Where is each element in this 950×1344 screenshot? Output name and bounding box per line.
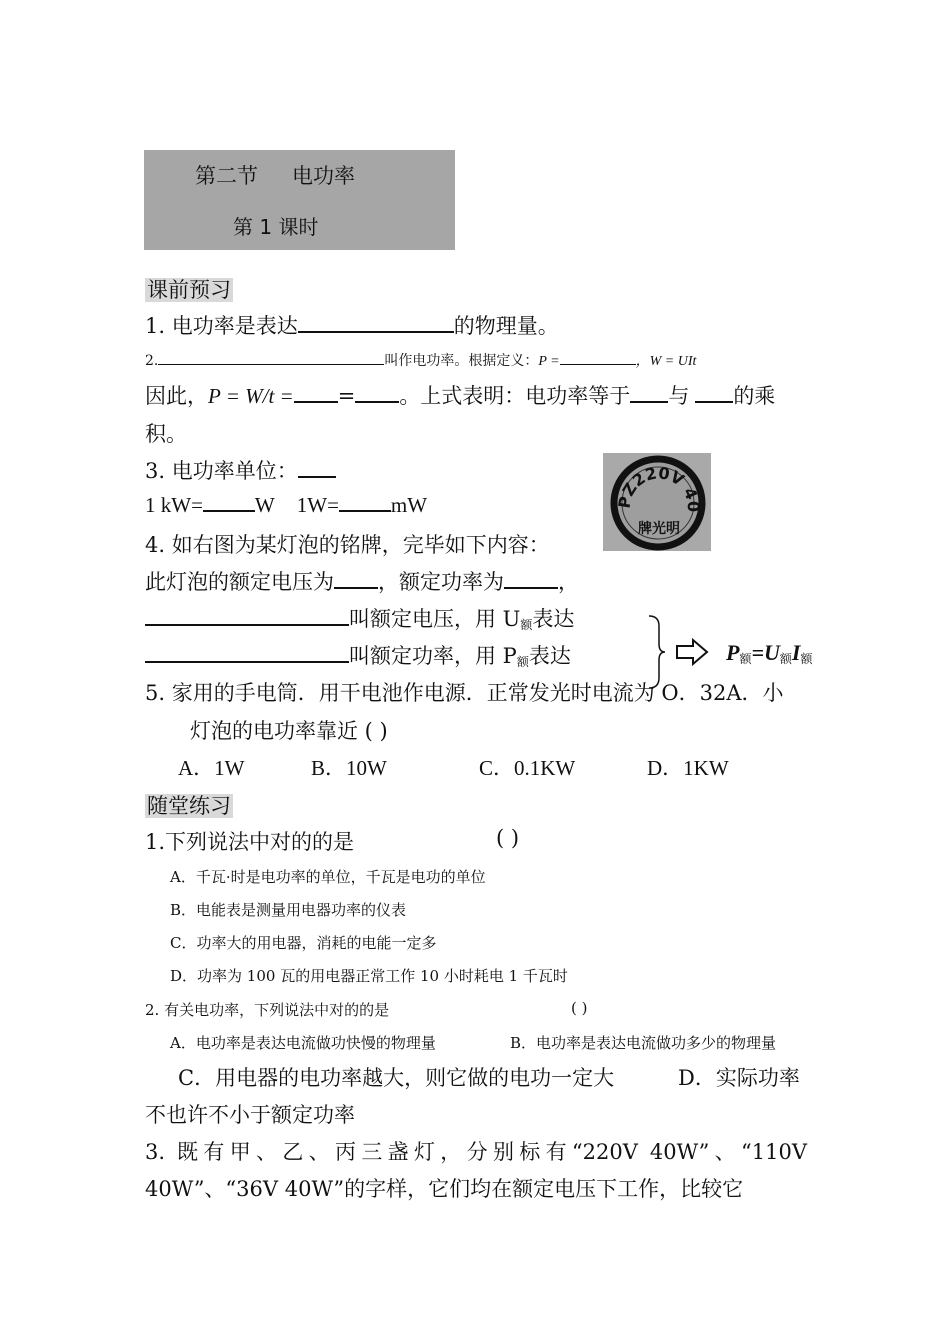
q2-blank-4[interactable] bbox=[695, 383, 733, 403]
section-title bbox=[195, 160, 355, 190]
nameplate-brand: 牌光明 bbox=[638, 521, 680, 537]
q2-formula: P = W/t = bbox=[208, 384, 294, 408]
q5-option-b[interactable]: B．10W bbox=[311, 756, 387, 780]
q2-number: 2. bbox=[145, 353, 159, 369]
formula-i: I bbox=[791, 640, 801, 665]
q5-line2: 灯泡的电功率靠近 ( ) bbox=[190, 719, 388, 743]
nameplate-graphic bbox=[603, 453, 711, 551]
q3-mw: mW bbox=[390, 493, 428, 517]
q5-option-a[interactable]: A．1W bbox=[178, 756, 245, 780]
section-topic: 电功率 bbox=[292, 164, 355, 188]
q4-rated-power-text: 叫额定功率，用 P bbox=[349, 644, 517, 668]
q3-line2 bbox=[145, 492, 427, 518]
q4-blank-power[interactable] bbox=[504, 569, 558, 589]
q4-voltage-text: 此灯泡的额定电压为 bbox=[145, 570, 334, 594]
q3-1w: 1W= bbox=[296, 493, 339, 517]
q2-line3: 积。 bbox=[145, 422, 187, 446]
formula-i-sub: 额 bbox=[800, 652, 813, 666]
q5-line1: 5. 家用的手电筒．用干电池作电源．正常发光时电流为 O．32A．小 bbox=[145, 681, 784, 705]
q4-blank-rated-power[interactable] bbox=[145, 643, 349, 663]
formula-u: =U bbox=[751, 640, 780, 665]
q4-line2 bbox=[145, 566, 579, 596]
q4-rated-voltage-text: 叫额定电压，用 U bbox=[349, 607, 521, 631]
preview-heading bbox=[145, 274, 233, 304]
practice-heading bbox=[145, 790, 233, 820]
q4-p-sub: 额 bbox=[516, 655, 529, 669]
practice-heading-text: 随堂练习 bbox=[147, 794, 231, 818]
q3-kw: 1 kW= bbox=[145, 493, 203, 517]
formula-p: P bbox=[726, 640, 740, 665]
q4-blank-voltage[interactable] bbox=[334, 569, 378, 589]
p3-line2: 40W”、“36V 40W”的字样，它们均在额定电压下工作，比较它 bbox=[145, 1177, 744, 1201]
power-formula bbox=[726, 640, 813, 667]
q4-express-2: 表达 bbox=[528, 644, 571, 668]
p1-question: 1.下列说法中对的的是 bbox=[145, 830, 355, 854]
q2-w: ，W = UIt bbox=[635, 354, 697, 369]
q2-blank-2[interactable] bbox=[355, 383, 399, 403]
q2-product: 的乘 bbox=[733, 384, 776, 408]
q1-text-end: 的物理量。 bbox=[453, 314, 559, 338]
q3-w: W bbox=[254, 493, 275, 517]
p2-option-a[interactable]: A．电功率是表达电流做功快慢的物理量 bbox=[170, 1034, 436, 1052]
q2-blank-p[interactable] bbox=[560, 351, 636, 365]
q3-blank-mw[interactable] bbox=[339, 492, 391, 512]
p2-option-d[interactable]: D．实际功率 bbox=[678, 1066, 800, 1090]
p1-option-d[interactable]: D．功率为 100 瓦的用电器正常工作 10 小时耗电 1 千瓦时 bbox=[170, 967, 568, 985]
p2-option-c[interactable]: C．用电器的电功率越大，则它做的电功一定大 bbox=[178, 1066, 615, 1090]
q4-line1: 4. 如右图为某灯泡的铭牌，完毕如下内容： bbox=[145, 533, 550, 557]
q2-text: 叫作电功率。根据定义： bbox=[384, 353, 539, 369]
p1-option-c[interactable]: C．功率大的用电器，消耗的电能一定多 bbox=[170, 934, 437, 952]
q3-line1 bbox=[145, 455, 336, 485]
q5-option-c[interactable]: C．0.1KW bbox=[479, 756, 576, 780]
p2-option-b[interactable]: B．电功率是表达电流做功多少的物理量 bbox=[510, 1034, 777, 1052]
q4-u-sub: 额 bbox=[520, 618, 533, 632]
q2-eq: = bbox=[337, 384, 356, 408]
nameplate-rating: PZ220V 40 bbox=[614, 463, 704, 513]
q4-power-text: ，额定功率为 bbox=[378, 570, 504, 594]
p1-answer-paren[interactable]: ( ) bbox=[496, 826, 520, 850]
q5-option-d[interactable]: D．1KW bbox=[647, 756, 729, 780]
q4-express-1: 表达 bbox=[532, 607, 575, 631]
p1-option-a[interactable]: A．千瓦·时是电功率的单位，千瓦是电功的单位 bbox=[170, 868, 486, 886]
preview-heading-text: 课前预习 bbox=[147, 278, 231, 302]
q3-blank-kw[interactable] bbox=[203, 492, 255, 512]
q1-blank[interactable] bbox=[298, 313, 454, 333]
q2-blank-definition[interactable] bbox=[158, 351, 384, 365]
formula-u-sub: 额 bbox=[779, 652, 792, 666]
q1-text: 1. 电功率是表达 bbox=[145, 314, 298, 338]
p2-question: 2. 有关电功率，下列说法中对的的是 bbox=[145, 1001, 390, 1019]
q2-explain: 。上式表明：电功率等于 bbox=[399, 384, 631, 408]
p2-option-d-cont: 不也许不小于额定功率 bbox=[145, 1103, 355, 1127]
nameplate-image bbox=[603, 453, 711, 551]
q2-blank-3[interactable] bbox=[630, 383, 668, 403]
q4-comma: ， bbox=[558, 570, 579, 594]
p1-option-b[interactable]: B．电能表是测量用电器功率的仪表 bbox=[170, 901, 407, 919]
q1 bbox=[145, 310, 559, 340]
q3-text: 3. 电功率单位： bbox=[145, 459, 298, 483]
q2-p: P = bbox=[538, 354, 560, 369]
q4-line4 bbox=[145, 640, 571, 670]
q4-blank-rated-voltage[interactable] bbox=[145, 606, 349, 626]
q2-blank-1[interactable] bbox=[294, 383, 338, 403]
q2-line2 bbox=[145, 380, 775, 410]
section-number: 第二节 bbox=[195, 164, 258, 188]
formula-p-sub: 额 bbox=[739, 652, 752, 666]
q4-line3 bbox=[145, 603, 574, 633]
q2-line1 bbox=[145, 350, 696, 370]
p3-line1: 3. 既有甲、乙、丙三盏灯，分别标有“220V 40W”、“110V bbox=[145, 1140, 807, 1164]
q3-blank-unit[interactable] bbox=[298, 458, 336, 478]
p2-answer-paren[interactable]: ( ) bbox=[571, 999, 588, 1017]
lesson-title: 第 1 课时 bbox=[233, 215, 319, 239]
q2-and: 与 bbox=[668, 384, 690, 408]
q2-therefore: 因此， bbox=[145, 384, 208, 408]
